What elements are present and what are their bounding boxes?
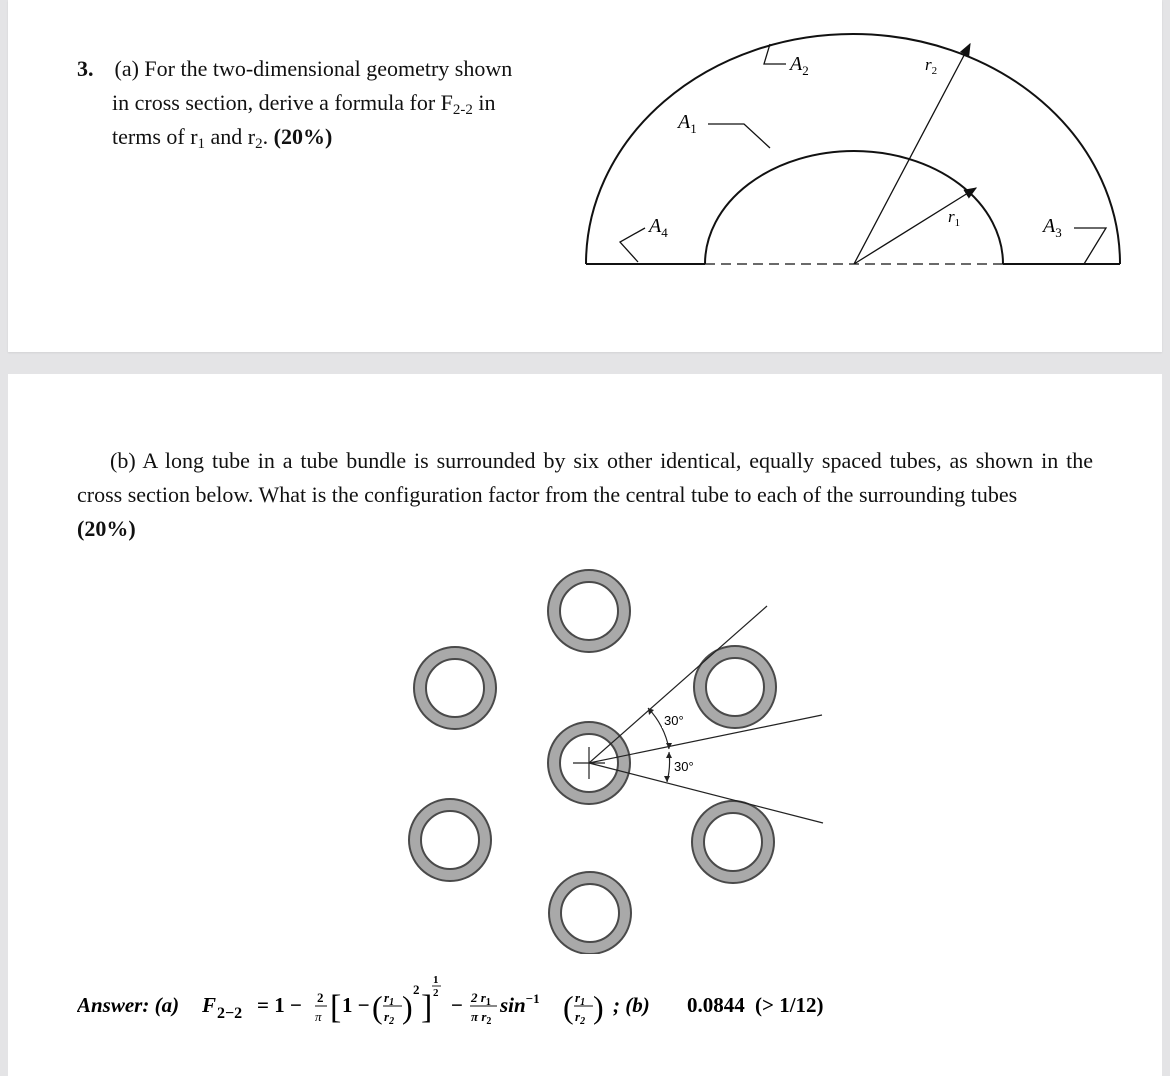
answer-minus: − — [451, 993, 463, 1017]
half-num: 1 — [433, 974, 439, 986]
tube-bundle-figure — [400, 564, 840, 954]
question-number: 3. — [77, 56, 94, 81]
question-b-points: (20%) — [77, 516, 136, 541]
question-a-points: (20%) — [273, 124, 333, 149]
label-A3: $A_3$ — [1043, 215, 1062, 240]
question-a-line3-mid: and r — [205, 124, 256, 149]
tube-top — [548, 570, 630, 652]
paren-close-2: ) — [593, 989, 604, 1025]
answer-eq: = 1 − — [257, 993, 302, 1017]
ratio-r-den: $r_2$ — [384, 1009, 395, 1027]
paren-open: ( — [372, 989, 383, 1025]
answer-part-b-value: 0.0844 — [687, 993, 745, 1017]
frac2-den: π $r_2$ — [471, 1009, 492, 1027]
answer-F-sub: 2−2 — [217, 1005, 243, 1022]
answer-line — [77, 964, 897, 1044]
tube-upper-right — [694, 646, 776, 728]
label-A1: $A_1$ — [678, 111, 697, 136]
frac-2-num: 2 — [317, 990, 324, 1005]
bracket-close: ] — [421, 989, 433, 1026]
tube-bottom — [549, 872, 631, 954]
question-a-text — [77, 52, 512, 154]
ratio2-r-num: $r_1$ — [575, 990, 586, 1008]
question-a-line3: terms of r — [112, 124, 198, 149]
question-b-paragraph: (b) A long tube in a tube bundle is surrounded by six other identical, equally spaced tubes, as shown in the cross section below. What is the configuration factor from the central tube to each of the surrounding tubes — [77, 448, 1093, 507]
answer-part-b-label: ; (b) — [613, 993, 650, 1017]
question-a-line2: in cross section, derive a formula for F — [112, 90, 453, 115]
sin-function: $\sin^{-1}$ — [500, 991, 540, 1017]
angle-label-lower: 30° — [674, 759, 694, 774]
A1-leader — [708, 124, 770, 148]
tube-upper-left — [414, 647, 496, 729]
radius-r2-line — [854, 44, 970, 264]
tube-lower-right — [692, 801, 774, 883]
A4-leader — [620, 228, 645, 262]
label-A2: $A_2$ — [790, 53, 809, 78]
paren-open-2: ( — [563, 989, 574, 1025]
question-a-line2-end: in — [472, 90, 496, 115]
answer-F: F — [202, 993, 217, 1017]
square-exp: 2 — [413, 982, 420, 997]
question-a-card — [8, 0, 1162, 352]
paren-close: ) — [402, 989, 413, 1025]
question-b-text — [77, 444, 1093, 546]
ray-center-line — [589, 715, 822, 763]
label-r2: $r_2$ — [925, 55, 938, 77]
half-annulus-figure — [568, 25, 1138, 285]
question-b-card — [8, 374, 1162, 1076]
answer-part-b-note: (> 1/12) — [755, 993, 824, 1017]
question-a-line3-end: . — [262, 124, 274, 149]
r1-subscript: 1 — [197, 136, 206, 152]
one-minus: 1 − — [342, 993, 370, 1017]
f22-subscript: 2-2 — [452, 102, 473, 118]
half-den: 2 — [433, 987, 439, 999]
ratio-r-num: $r_1$ — [384, 990, 395, 1008]
frac-pi-den: π — [315, 1009, 322, 1024]
frac2-num: 2 $r_1$ — [471, 990, 491, 1008]
ratio2-r-den: $r_2$ — [575, 1009, 586, 1027]
r2-subscript: 2 — [255, 136, 263, 152]
angle-arrow-lower-end — [664, 776, 670, 782]
angle-label-upper: 30° — [664, 713, 684, 728]
label-r1: $r_1$ — [948, 207, 961, 229]
tube-lower-left — [409, 799, 491, 881]
label-A4: $A_4$ — [649, 215, 668, 240]
question-a-line1: (a) For the two-dimensional geometry shown — [114, 56, 513, 81]
answer-label: Answer: (a) — [77, 993, 180, 1017]
angle-arrow-lower-start — [666, 752, 672, 758]
bracket-open: [ — [330, 989, 342, 1026]
inner-surface-arc — [705, 151, 1003, 264]
A3-leader — [1074, 228, 1106, 264]
